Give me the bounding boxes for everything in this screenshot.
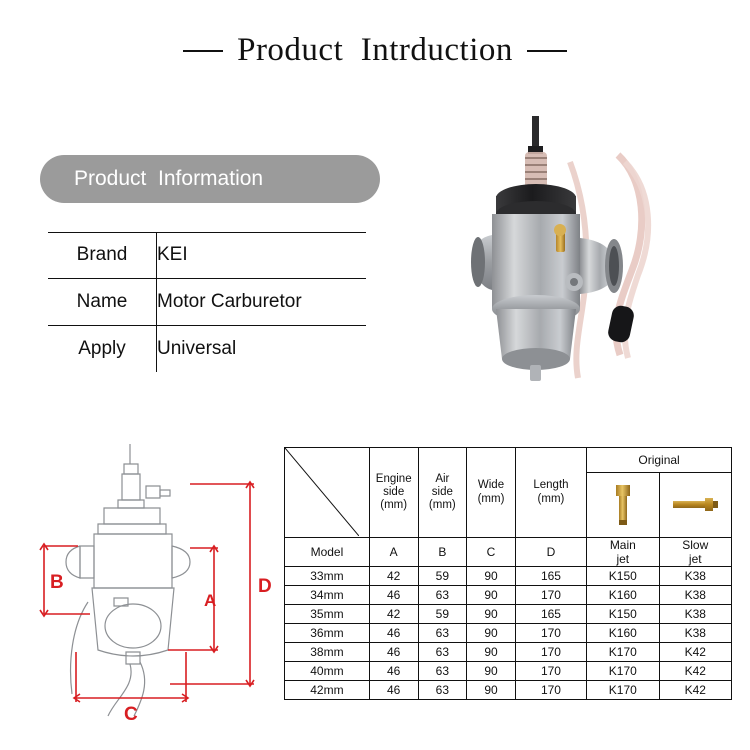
diagram-label-c: C [124, 704, 138, 725]
dimension-diagram [18, 430, 280, 740]
cell-main-jet: K160 [587, 624, 659, 643]
table-row [48, 326, 366, 373]
apply-value: Universal [157, 338, 237, 359]
cell-slow-jet: K38 [659, 586, 731, 605]
dimension-table-wrapper [284, 447, 732, 700]
cell-main-jet: K160 [587, 586, 659, 605]
cell-a: 46 [369, 662, 418, 681]
cell-slow-jet: K42 [659, 681, 731, 700]
col-main-jet-label [587, 538, 659, 567]
cell-main-jet: K170 [587, 643, 659, 662]
label-line: jet [616, 552, 630, 566]
table-row [285, 643, 732, 662]
name-label: Name [48, 279, 157, 326]
table-letter-row [285, 538, 732, 567]
cell-main-jet: K150 [587, 605, 659, 624]
label-line: Slow [682, 538, 709, 552]
apply-label: Apply [48, 326, 157, 373]
cell-c: 90 [467, 643, 516, 662]
product-information-banner [40, 155, 380, 203]
cell-d: 170 [515, 624, 586, 643]
col-slow-jet-label [659, 538, 731, 567]
col-b-label: B [418, 538, 467, 567]
header-line: (mm) [477, 492, 505, 505]
header-line: Engine [375, 472, 412, 485]
cell-d: 170 [515, 643, 586, 662]
header-engine-side [369, 448, 418, 538]
cell-d: 170 [515, 662, 586, 681]
cell-d: 170 [515, 586, 586, 605]
table-row [285, 662, 732, 681]
product-information-label: Product Information [74, 167, 264, 190]
cell-c: 90 [467, 586, 516, 605]
header-original: Original [587, 448, 732, 473]
brand-value: KEI [157, 232, 367, 279]
cell-b: 59 [418, 605, 467, 624]
col-c-label: C [467, 538, 516, 567]
cell-main-jet: K150 [587, 567, 659, 586]
header-line: side [431, 485, 453, 498]
corner-cell [285, 448, 370, 538]
cell-c: 90 [467, 567, 516, 586]
slow-jet-icon [659, 473, 731, 538]
table-row [285, 567, 732, 586]
diagram-label-a: A [204, 591, 217, 610]
title-rule-left [183, 50, 223, 52]
table-header-row [285, 448, 732, 473]
carburetor-photo [470, 110, 740, 400]
cell-model: 36mm [285, 624, 370, 643]
table-row [285, 586, 732, 605]
product-information-table [48, 232, 366, 372]
header-line: (mm) [537, 492, 565, 505]
header-air-side [418, 448, 467, 538]
cell-main-jet: K170 [587, 662, 659, 681]
cell-c: 90 [467, 662, 516, 681]
cell-a: 46 [369, 643, 418, 662]
cell-model: 35mm [285, 605, 370, 624]
col-a-label: A [369, 538, 418, 567]
main-jet-icon [587, 473, 659, 538]
diagonal-line-icon [285, 448, 359, 536]
header-line: side [383, 485, 405, 498]
header-line: (mm) [428, 499, 456, 512]
cell-slow-jet: K42 [659, 662, 731, 681]
cell-slow-jet: K38 [659, 567, 731, 586]
cell-d: 165 [515, 605, 586, 624]
cell-model: 40mm [285, 662, 370, 681]
page-title [0, 32, 750, 69]
cell-a: 46 [369, 586, 418, 605]
cell-b: 63 [418, 586, 467, 605]
cell-slow-jet: K38 [659, 605, 731, 624]
col-model-label: Model [285, 538, 370, 567]
cell-a: 46 [369, 624, 418, 643]
cell-model: 42mm [285, 681, 370, 700]
cell-b: 63 [418, 681, 467, 700]
cell-d: 170 [515, 681, 586, 700]
brand-label: Brand [48, 232, 157, 279]
cell-slow-jet: K42 [659, 643, 731, 662]
table-row [285, 605, 732, 624]
table-row [285, 681, 732, 700]
cell-model: 34mm [285, 586, 370, 605]
cell-b: 63 [418, 624, 467, 643]
table-row [48, 279, 366, 326]
label-line: jet [688, 552, 702, 566]
table-row [48, 232, 366, 279]
cell-b: 63 [418, 662, 467, 681]
cell-b: 63 [418, 643, 467, 662]
diagram-label-b: B [50, 572, 64, 593]
table-row [285, 624, 732, 643]
cell-c: 90 [467, 605, 516, 624]
col-d-label: D [515, 538, 586, 567]
cell-a: 42 [369, 605, 418, 624]
header-wide [467, 448, 516, 538]
cell-slow-jet: K38 [659, 624, 731, 643]
header-line: (mm) [380, 499, 408, 512]
page-title-text: Product Intrduction [237, 32, 513, 68]
cell-c: 90 [467, 681, 516, 700]
cell-b: 59 [418, 567, 467, 586]
cell-d: 165 [515, 567, 586, 586]
name-value: Motor Carburetor [157, 279, 367, 326]
cell-model: 33mm [285, 567, 370, 586]
cell-main-jet: K170 [587, 681, 659, 700]
cell-model: 38mm [285, 643, 370, 662]
header-line: Length [533, 479, 569, 492]
header-line: Wide [477, 479, 505, 492]
dimension-table [284, 447, 732, 700]
cell-c: 90 [467, 624, 516, 643]
title-rule-right [527, 50, 567, 52]
diagram-label-d: D [258, 576, 272, 597]
header-length [515, 448, 586, 538]
header-line: Air [435, 472, 450, 485]
cell-a: 42 [369, 567, 418, 586]
cell-a: 46 [369, 681, 418, 700]
label-line: Main [609, 538, 636, 552]
